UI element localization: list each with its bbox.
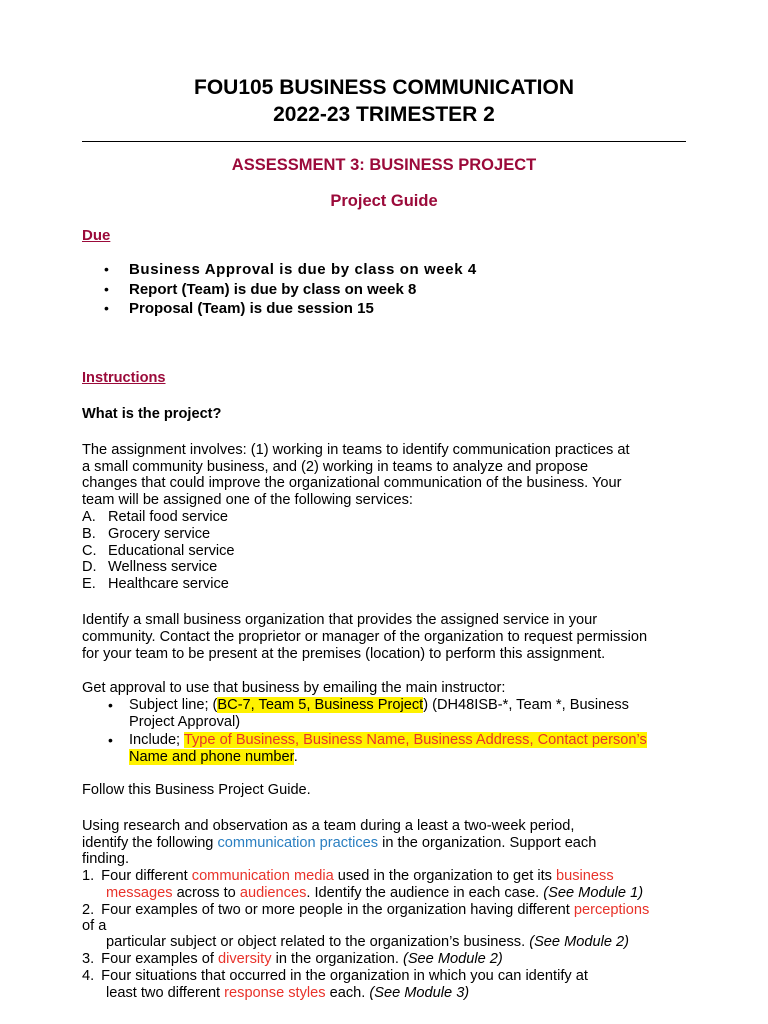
- paragraph-line: Identify a small business organization that provides the assigned service in your: [82, 612, 598, 628]
- assessment-title: ASSESSMENT 3: BUSINESS PROJECT: [231, 156, 537, 174]
- include-item: Include; Type of Business, Business Name, Business Address, Contact person’s: [129, 732, 647, 748]
- paragraph-line: Using research and observation as a team during a least a two-week period,: [82, 818, 575, 834]
- instructions-heading: Instructions: [82, 370, 166, 386]
- paragraph-line: finding.: [82, 851, 130, 867]
- include-item-continued: Name and phone number.: [129, 749, 298, 765]
- paragraph-line: identify the following communication practices in the organization. Support each: [82, 835, 597, 851]
- highlighted-subject: BC-7, Team 5, Business Project: [217, 697, 424, 713]
- paragraph-line: for your team to be present at the premises (location) to perform this assignment.: [82, 646, 606, 662]
- bullet-icon: •: [104, 300, 109, 316]
- paragraph-line: team will be assigned one of the following services:: [82, 492, 413, 508]
- course-title: FOU105 BUSINESS COMMUNICATION: [194, 76, 574, 99]
- communication-practices-term: communication practices: [217, 835, 379, 851]
- subject-line-continued: Project Approval): [129, 714, 241, 730]
- highlighted-include-fields: Type of Business, Business Name, Business Address, Contact person’s: [183, 732, 647, 748]
- follow-guide-text: Follow this Business Project Guide.: [82, 782, 311, 798]
- subject-line-item: Subject line; (BC-7, Team 5, Business Project) (DH48ISB-*, Team *, Business: [129, 697, 629, 713]
- service-item: C. Educational service: [82, 543, 235, 559]
- finding-item-2-wrap: of a: [82, 918, 107, 934]
- approval-intro: Get approval to use that business by emailing the main instructor:: [82, 680, 506, 696]
- service-item: E. Healthcare service: [82, 576, 229, 592]
- due-heading: Due: [82, 227, 111, 244]
- bullet-icon: •: [104, 261, 109, 277]
- paragraph-line: changes that could improve the organizational communication of the business. Your: [82, 475, 622, 491]
- bullet-icon: •: [108, 697, 113, 713]
- finding-item-3: 3. Four examples of diversity in the organization. (See Module 2): [82, 951, 503, 967]
- service-item: A. Retail food service: [82, 509, 229, 525]
- finding-item-1: 1. Four different communication media used in the organization to get its business: [82, 868, 614, 884]
- due-item-report: Report (Team) is due by class on week 8: [129, 281, 417, 298]
- finding-item-4-continued: least two different response styles each. (See Module 3): [106, 985, 470, 1001]
- bullet-icon: •: [104, 281, 109, 297]
- project-question: What is the project?: [82, 406, 222, 422]
- service-item: D. Wellness service: [82, 559, 218, 575]
- finding-item-2-continued: particular subject or object related to the organization’s business. (See Module 2): [106, 934, 629, 950]
- header-divider: [82, 141, 686, 142]
- finding-item-2: 2. Four examples of two or more people in the organization having different perceptions: [82, 902, 650, 918]
- project-guide-subtitle: Project Guide: [330, 192, 438, 210]
- term-title: 2022-23 TRIMESTER 2: [273, 103, 495, 126]
- finding-item-1-continued: messages across to audiences. Identify the audience in each case. (See Module 1): [106, 885, 644, 901]
- paragraph-line: The assignment involves: (1) working in teams to identify communication practices at: [82, 442, 630, 458]
- due-item-proposal: Proposal (Team) is due session 15: [129, 300, 374, 317]
- service-item: B. Grocery service: [82, 526, 211, 542]
- paragraph-line: a small community business, and (2) working in teams to analyze and propose: [82, 459, 589, 475]
- finding-item-4: 4. Four situations that occurred in the organization in which you can identify at: [82, 968, 588, 984]
- due-item-approval: Business Approval is due by class on week 4: [129, 261, 477, 278]
- bullet-icon: •: [108, 732, 113, 748]
- paragraph-line: community. Contact the proprietor or manager of the organization to request permission: [82, 629, 648, 645]
